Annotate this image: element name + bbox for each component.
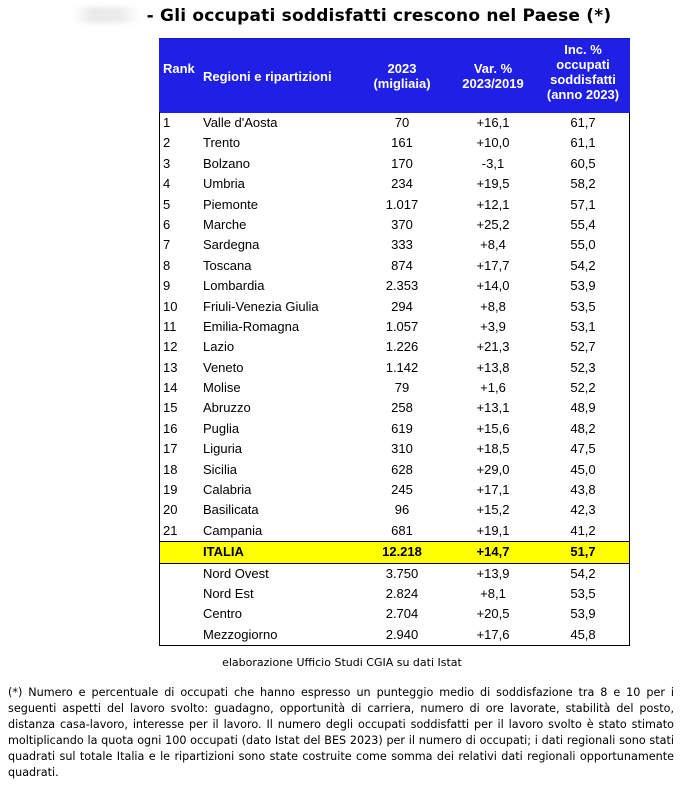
- cell-value: 1.017: [385, 196, 419, 212]
- cell-value: 1.142: [385, 359, 419, 375]
- table-row-italia: [159, 541, 630, 563]
- table-row: [159, 460, 630, 480]
- header-inc: [538, 42, 628, 102]
- cell-var: +13,8: [476, 359, 510, 375]
- cell-inc: 48,9: [570, 400, 596, 416]
- cell-value: 258: [391, 400, 413, 416]
- cell-value: 2.824: [385, 585, 419, 601]
- header-var-line1: Var. %: [473, 61, 513, 76]
- cell-region: Trento: [203, 135, 241, 151]
- cell-inc: 45,0: [570, 461, 596, 477]
- cell-region: Friuli-Venezia Giulia: [203, 298, 319, 314]
- cell-inc: 41,2: [570, 522, 596, 538]
- cell-var: +18,5: [476, 441, 510, 457]
- cell-inc: 54,2: [570, 257, 596, 273]
- table-row: [159, 113, 630, 133]
- cell-inc: 53,1: [570, 318, 596, 334]
- cell-rank: 8: [163, 257, 171, 273]
- cell-value: 681: [391, 522, 413, 538]
- cell-value: 874: [391, 257, 413, 273]
- table-row: [159, 297, 630, 317]
- header-inc-line1: Inc. %: [564, 42, 602, 57]
- cell-var: -3,1: [481, 155, 505, 171]
- cell-inc: 54,2: [570, 565, 596, 581]
- header-inc-line3: soddisfatti: [550, 72, 616, 87]
- table-row: [159, 215, 630, 235]
- cell-value: 170: [391, 155, 413, 171]
- header-region: Regioni e ripartizioni: [203, 69, 332, 84]
- source-note: elaborazione Ufficio Studi CGIA su dati Istat: [222, 656, 462, 669]
- cell-var: +8,1: [480, 585, 506, 601]
- cell-value: 2.704: [385, 606, 419, 622]
- cell-value: 2.940: [385, 626, 419, 642]
- cell-region: Basilicata: [203, 502, 259, 518]
- table-row: [159, 154, 630, 174]
- cell-rank: 21: [163, 522, 178, 538]
- cell-region: Valle d'Aosta: [203, 115, 278, 130]
- cell-value: 1.226: [385, 339, 419, 355]
- header-rank: Rank: [163, 61, 195, 76]
- cell-inc: 48,2: [570, 420, 596, 436]
- cell-value: 234: [391, 176, 413, 192]
- cell-rank: 6: [163, 216, 171, 232]
- cell-value: 294: [391, 298, 413, 314]
- cell-value: 12.218: [382, 544, 422, 560]
- cell-inc: 52,2: [570, 380, 596, 396]
- table-row: [159, 133, 630, 153]
- cell-rank: 12: [163, 339, 178, 355]
- cell-value: 370: [391, 216, 413, 232]
- cell-rank: 20: [163, 502, 178, 518]
- cell-inc: 52,7: [570, 339, 596, 355]
- header-2023-line2: (migliaia): [373, 76, 431, 91]
- cell-region: Liguria: [203, 441, 243, 457]
- cell-region: Abruzzo: [203, 400, 251, 416]
- table-row: [159, 235, 630, 255]
- cell-region: Marche: [203, 216, 247, 232]
- table-row: [159, 419, 630, 439]
- cell-var: +17,6: [476, 626, 510, 642]
- cell-var: +25,2: [476, 216, 510, 232]
- table-header: [159, 38, 630, 113]
- cell-value: 3.750: [385, 565, 419, 581]
- cell-rank: 17: [163, 441, 178, 457]
- cell-var: +12,1: [476, 196, 510, 212]
- cell-rank: 15: [163, 400, 178, 416]
- cell-rank: 16: [163, 420, 178, 436]
- cell-region: Campania: [203, 522, 263, 538]
- cell-var: +15,6: [476, 420, 510, 436]
- cell-value: 1.057: [385, 318, 419, 334]
- cell-region: Bolzano: [203, 155, 250, 171]
- cell-rank: 5: [163, 196, 171, 212]
- header-var-line2: 2023/2019: [462, 76, 524, 91]
- header-2023-line1: 2023: [387, 61, 417, 76]
- cell-value: 619: [391, 420, 413, 436]
- footnote: (*) Numero e percentuale di occupati che hanno espresso un punteggio medio di soddisfazione tra 8 e 10 per i seguenti aspetti del lavoro svolto: guadagno, opportunità di carriera, numero di ore lavorate, stabilità del posto, distanza casa-lavoro, interesse per il lavoro. Il numero degli occupati soddisfatti per il lavoro svolto è stato stimato moltiplicando la quota ogni 100 occupati (dato Istat del BES 2023) per il numero di occupati; i dati regionali sono stati quadrati sul totale Italia e le ripartizioni sono state costruite come somma dei relativi dati regionali opportunamente quadrati.: [8, 686, 674, 779]
- cell-inc: 43,8: [570, 482, 596, 498]
- table-row: [159, 358, 630, 378]
- cell-region: Veneto: [203, 359, 244, 375]
- cell-value: 333: [391, 237, 413, 253]
- table-row: [159, 480, 630, 500]
- cell-value: 161: [391, 135, 413, 151]
- cell-region: Molise: [203, 380, 241, 396]
- cell-region: Emilia-Romagna: [203, 318, 300, 334]
- cell-var: +10,0: [476, 135, 510, 151]
- cell-rank: 13: [163, 359, 178, 375]
- header-2023: [365, 61, 439, 91]
- cell-var: +15,2: [476, 502, 510, 518]
- cell-var: +14,0: [476, 278, 510, 294]
- cell-inc: 52,3: [570, 359, 596, 375]
- cell-value: 245: [391, 482, 413, 498]
- cell-region: Calabria: [203, 482, 252, 498]
- cell-region: ITALIA: [203, 544, 244, 560]
- cell-inc: 51,7: [570, 544, 596, 560]
- cell-inc: 61,1: [570, 135, 596, 151]
- cell-rank: 7: [163, 237, 171, 253]
- cell-inc: 53,5: [570, 585, 596, 601]
- cell-inc: 45,8: [570, 626, 596, 642]
- table-row: [159, 317, 630, 337]
- cell-inc: 55,4: [570, 216, 596, 232]
- cell-value: 2.353: [385, 278, 419, 294]
- cell-rank: 1: [163, 115, 171, 130]
- cell-value: 628: [391, 461, 413, 477]
- cell-var: +19,1: [476, 522, 510, 538]
- cell-value: 310: [391, 441, 413, 457]
- cell-region: Umbria: [203, 176, 245, 192]
- table-row: [159, 256, 630, 276]
- header-inc-line4: (anno 2023): [546, 87, 620, 102]
- cell-var: +13,1: [476, 400, 510, 416]
- cell-region: Sardegna: [203, 237, 260, 253]
- cell-region: Lombardia: [203, 278, 265, 294]
- table-row: [159, 337, 630, 357]
- cell-region: Puglia: [203, 420, 240, 436]
- cell-inc: 53,9: [570, 606, 596, 622]
- ranking-table: [159, 38, 630, 646]
- cell-var: +17,7: [476, 257, 510, 273]
- table-row: [159, 625, 630, 645]
- cell-region: Piemonte: [203, 196, 258, 212]
- cell-var: +8,4: [480, 237, 506, 253]
- cell-value: 96: [394, 502, 410, 518]
- cell-var: +1,6: [480, 380, 506, 396]
- cell-var: +13,9: [476, 565, 510, 581]
- table-row: [159, 276, 630, 296]
- cell-value: 70: [394, 115, 410, 130]
- table-row: [159, 521, 630, 541]
- header-var: [452, 61, 534, 91]
- table-body: [159, 113, 630, 645]
- cell-rank: 19: [163, 482, 178, 498]
- redacted-text-blur: [73, 7, 141, 23]
- cell-var: +20,5: [476, 606, 510, 622]
- page-title: [0, 6, 684, 26]
- cell-inc: 53,9: [570, 278, 596, 294]
- table-row: [159, 500, 630, 520]
- cell-var: +3,9: [480, 318, 506, 334]
- cell-inc: 58,2: [570, 176, 596, 192]
- cell-region: Centro: [203, 606, 243, 622]
- cell-rank: 3: [163, 155, 171, 171]
- cell-inc: 47,5: [570, 441, 596, 457]
- cell-rank: 14: [163, 380, 178, 396]
- cell-inc: 42,3: [570, 502, 596, 518]
- cell-inc: 57,1: [570, 196, 596, 212]
- table-row: [159, 564, 630, 584]
- cell-var: +29,0: [476, 461, 510, 477]
- table-row: [159, 584, 630, 604]
- cell-region: Nord Ovest: [203, 565, 269, 581]
- cell-rank: 2: [163, 135, 171, 151]
- cell-rank: 18: [163, 461, 178, 477]
- table-row: [159, 195, 630, 215]
- cell-value: 79: [394, 380, 410, 396]
- cell-var: +19,5: [476, 176, 510, 192]
- cell-var: +16,1: [476, 115, 510, 130]
- cell-rank: 11: [163, 318, 177, 334]
- cell-region: Toscana: [203, 257, 252, 273]
- page-title-text: - Gli occupati soddisfatti crescono nel Paese (*): [146, 6, 612, 26]
- table-row: [159, 398, 630, 418]
- cell-region: Nord Est: [203, 585, 254, 601]
- table-left-border: [159, 112, 160, 645]
- header-inc-line2: occupati: [556, 57, 610, 72]
- cell-region: Mezzogiorno: [203, 626, 278, 642]
- cell-var: +14,7: [476, 544, 510, 560]
- cell-region: Sicilia: [203, 461, 237, 477]
- cell-region: Lazio: [203, 339, 235, 355]
- cell-rank: 9: [163, 278, 171, 294]
- cell-var: +17,1: [476, 482, 510, 498]
- cell-rank: 4: [163, 176, 171, 192]
- table-row: [159, 174, 630, 194]
- table-row: [159, 439, 630, 459]
- cell-var: +8,8: [480, 298, 506, 314]
- cell-var: +21,3: [476, 339, 510, 355]
- table-row: [159, 604, 630, 624]
- table-right-border: [629, 112, 630, 645]
- cell-inc: 53,5: [570, 298, 596, 314]
- cell-inc: 55,0: [570, 237, 596, 253]
- cell-rank: 10: [163, 298, 178, 314]
- cell-inc: 61,7: [570, 115, 596, 130]
- cell-inc: 60,5: [570, 155, 596, 171]
- table-row: [159, 378, 630, 398]
